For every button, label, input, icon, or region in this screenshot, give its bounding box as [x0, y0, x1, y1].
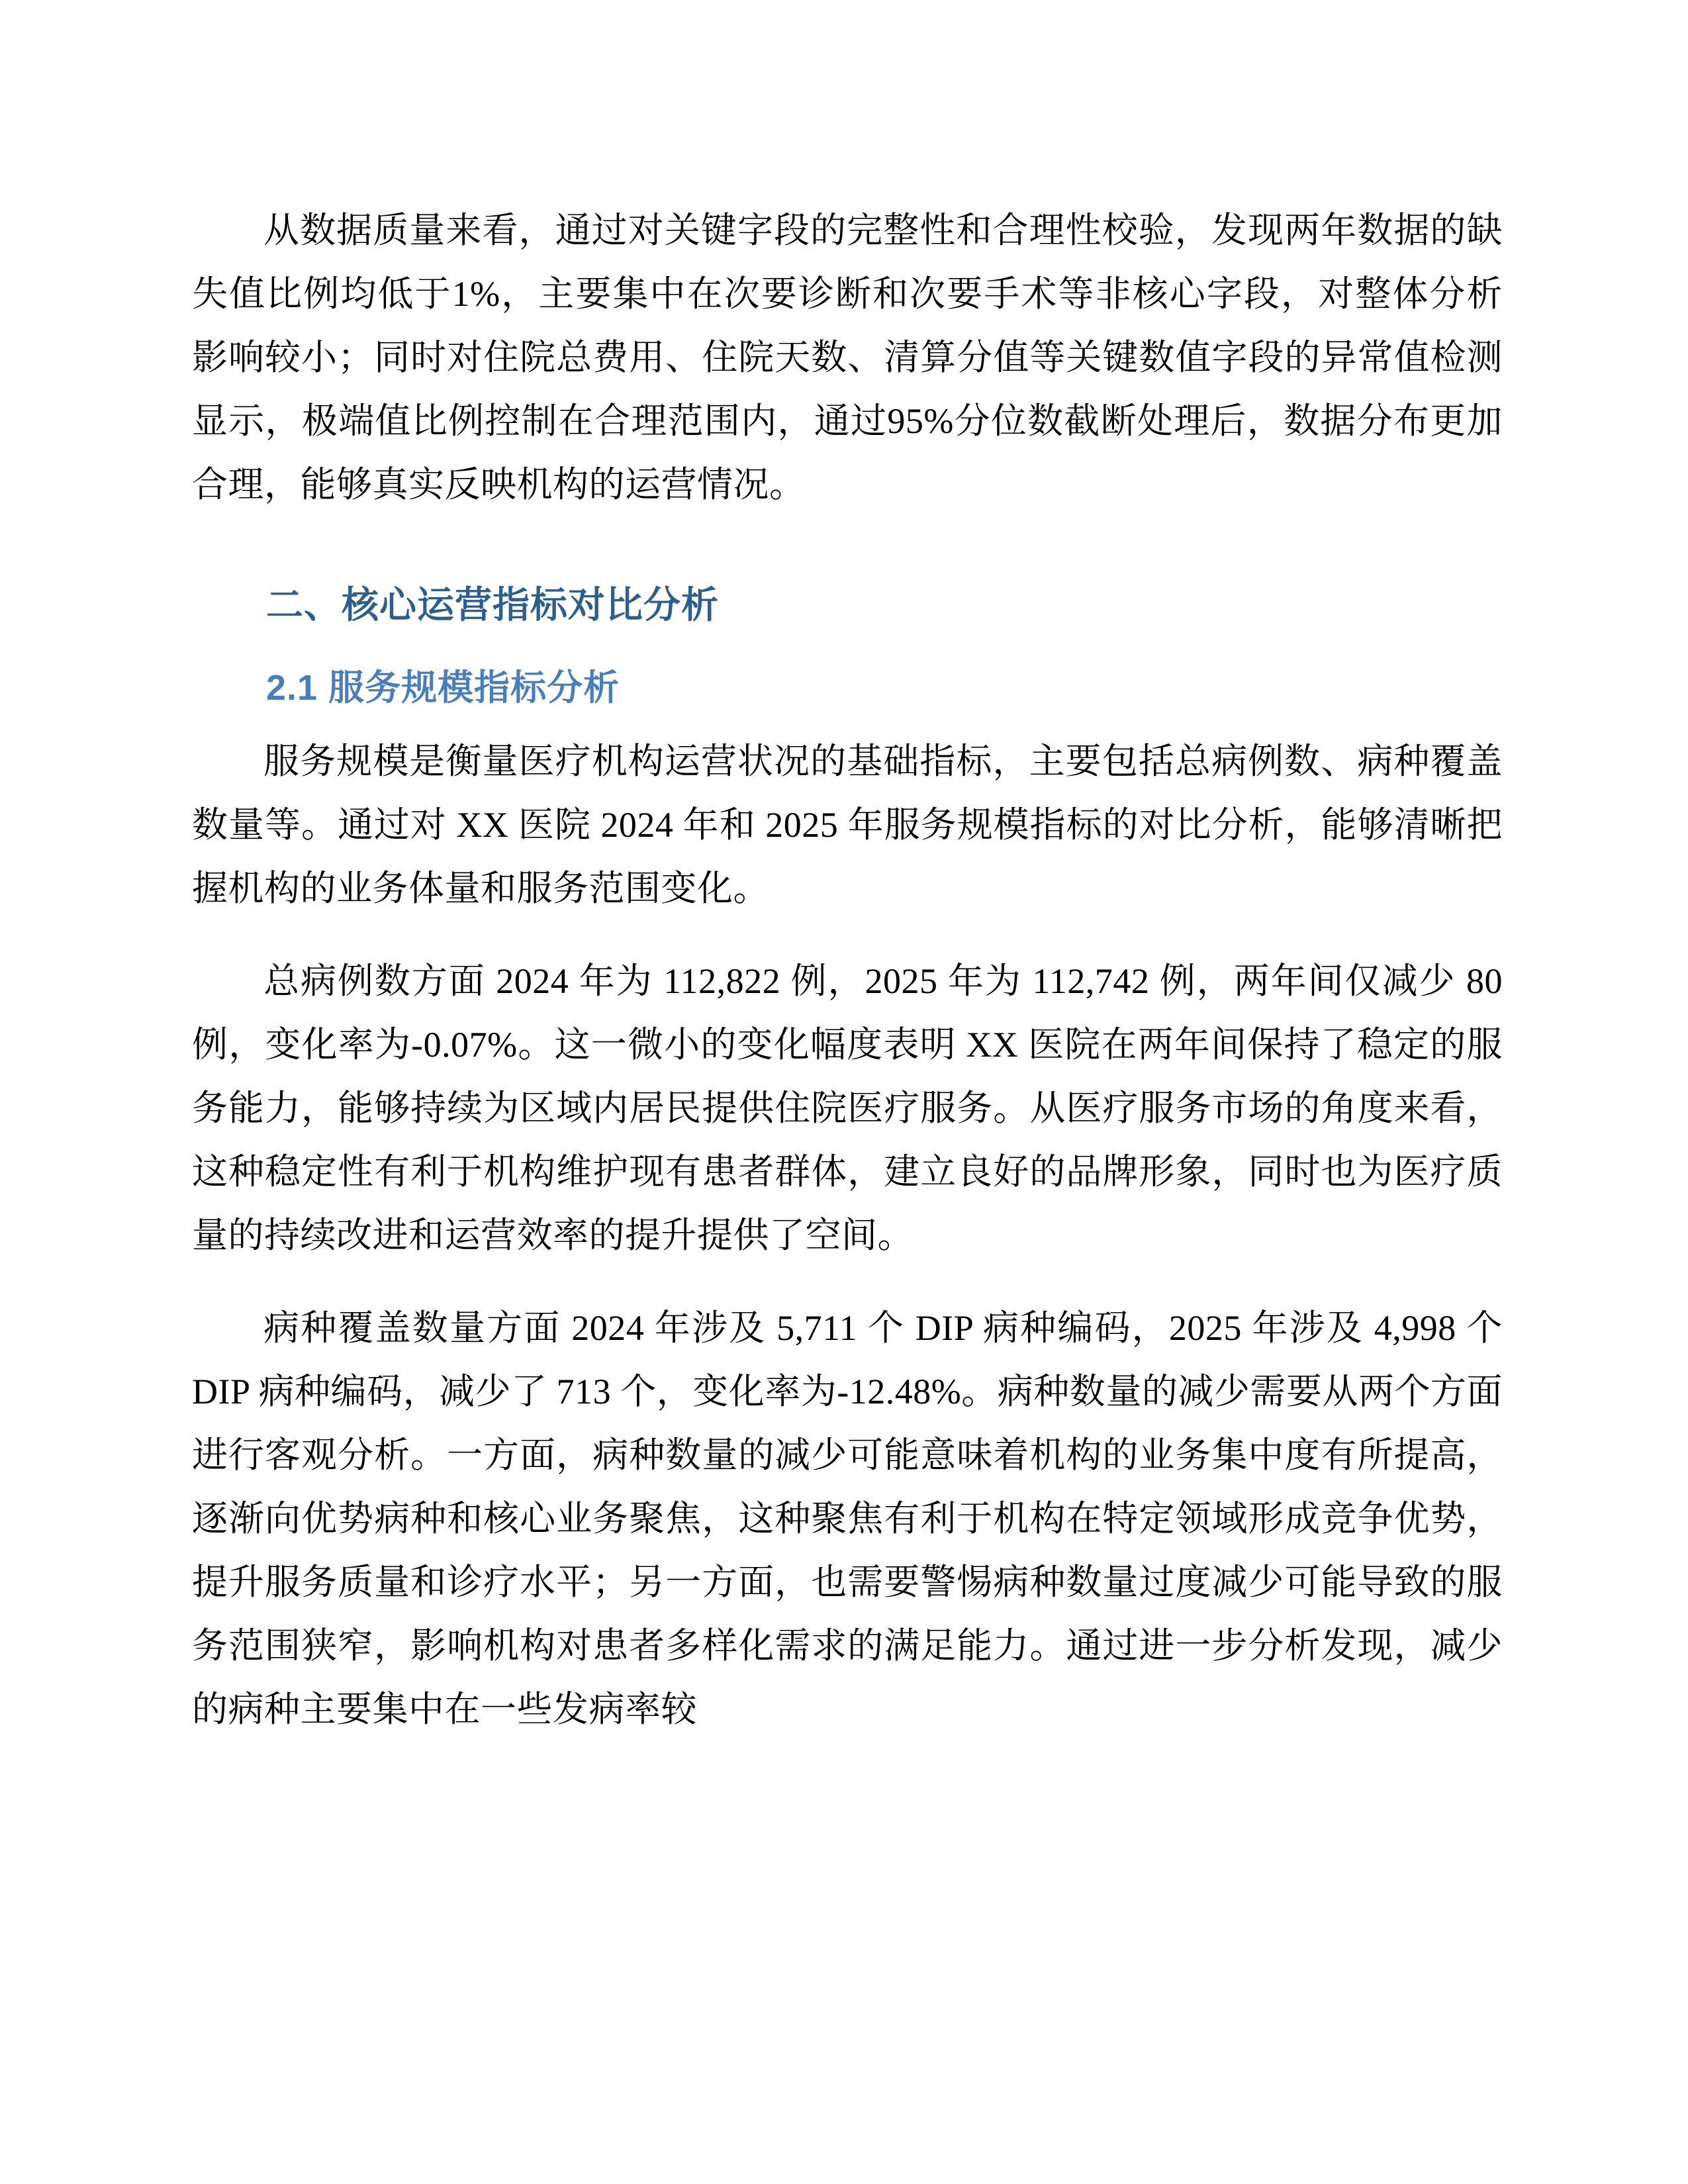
heading-section-2-1: 2.1 服务规模指标分析 [266, 668, 620, 708]
paragraph-data-quality: 从数据质量来看，通过对关键字段的完整性和合理性校验，发现两年数据的缺失值比例均低于1%，主要集中在次要诊断和次要手术等非核心字段，对整体分析影响较小；同时对住院总费用、住院天数、清算分值等关键数值字段的异常值检测显示，极端值比例控制在合理范围内，通过95%分位数截断处理后，数据分布更加合理，能够真实反映机构的运营情况。 [192, 211, 1503, 504]
paragraph-service-scale-intro: 服务规模是衡量医疗机构运营状况的基础指标，主要包括总病例数、病种覆盖数量等。通过对 XX 医院 2024 年和 2025 年服务规模指标的对比分析，能够清晰把握机构的业务体量和服务范围变化。 [192, 741, 1503, 908]
paragraph-total-cases: 总病例数方面 2024 年为 112,822 例，2025 年为 112,742 例，两年间仅减少 80 例，变化率为-0.07%。这一微小的变化幅度表明 XX 医院在两年间保持了稳定的服务能力，能够持续为区域内居民提供住院医疗服务。从医疗服务市场的角度来看，这种稳定性有利于机构维护现有患者群体，建立良好的品牌形象，同时也为医疗质量的持续改进和运营效率的提升提供了空间。 [192, 961, 1503, 1255]
page-content [192, 199, 1503, 1741]
heading-section-two: 二、核心运营指标对比分析 [266, 584, 719, 626]
paragraph-disease-coverage: 病种覆盖数量方面 2024 年涉及 5,711 个 DIP 病种编码，2025 年涉及 4,998 个 DIP 病种编码，减少了 713 个，变化率为-12.48%。病种数量的减少需要从两个方面进行客观分析。一方面，病种数量的减少可能意味着机构的业务集中度有所提高，逐渐向优势病种和核心业务聚焦，这种聚焦有利于机构在特定领域形成竞争优势，提升服务质量和诊疗水平；另一方面，也需要警惕病种数量过度减少可能导致的服务范围狭窄，影响机构对患者多样化需求的满足能力。通过进一步分析发现，减少的病种主要集中在一些发病率较 [192, 1308, 1503, 1729]
